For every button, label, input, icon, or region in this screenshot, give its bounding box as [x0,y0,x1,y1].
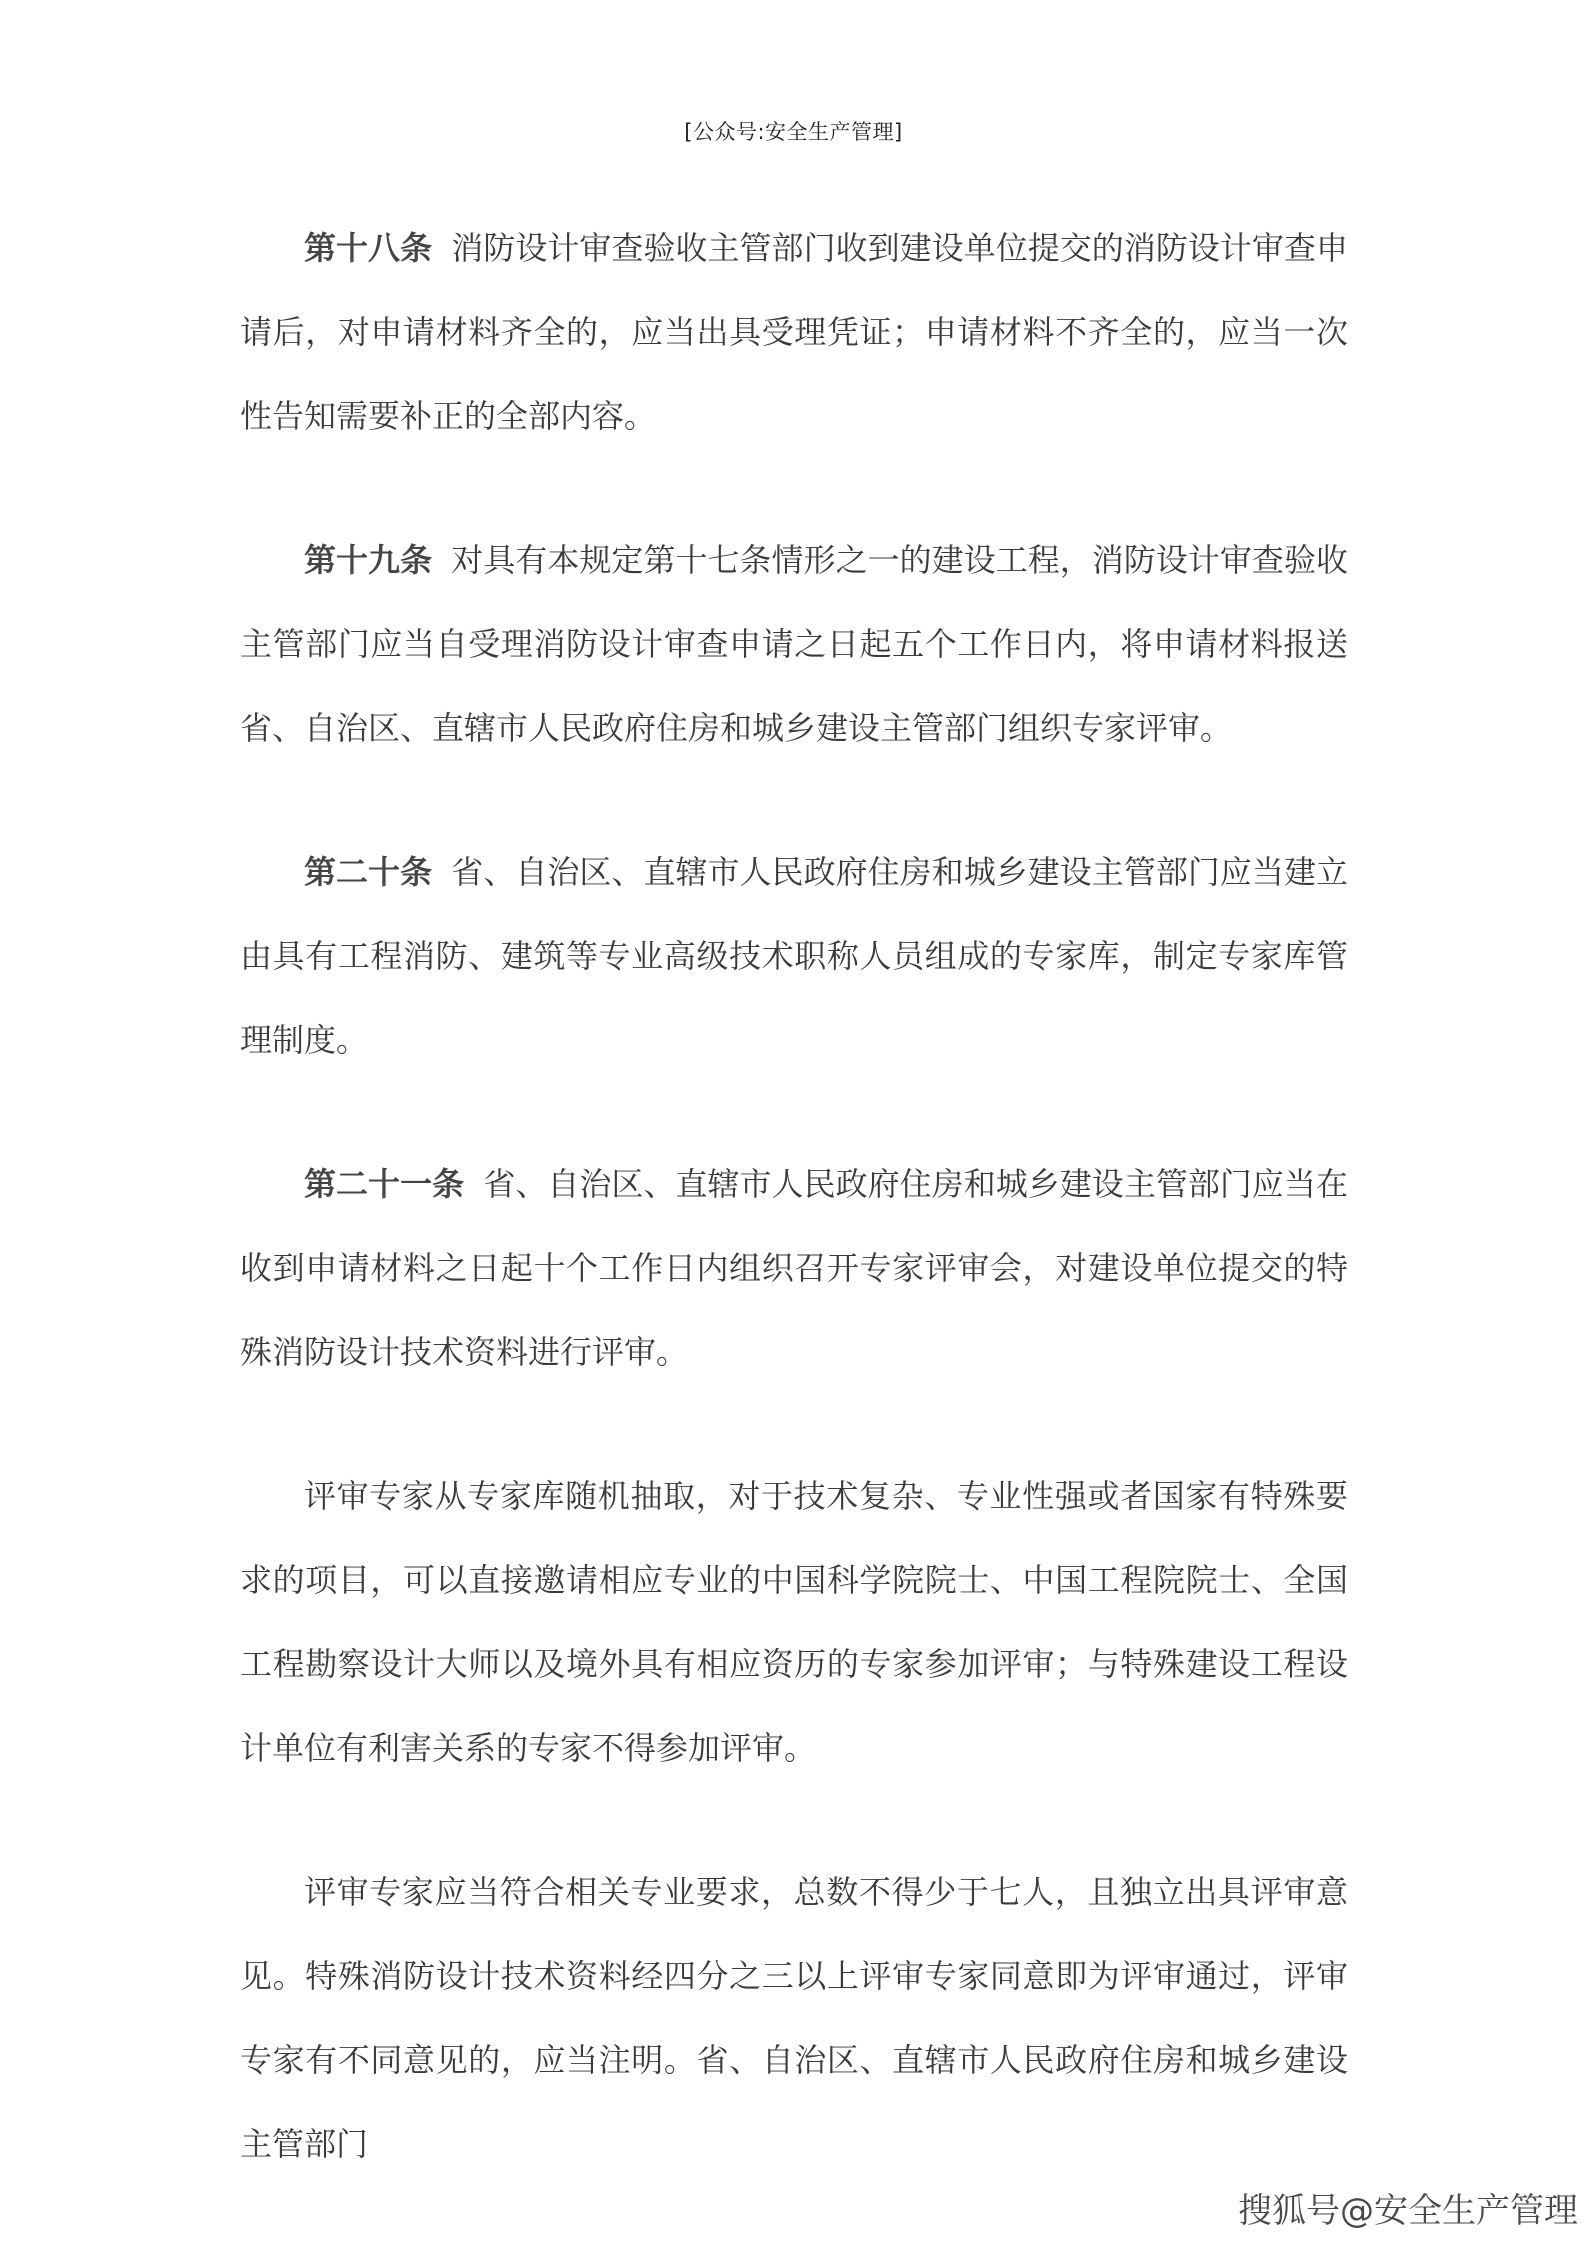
article-number: 第十九条 [304,541,433,579]
article-18-paragraph [240,206,1348,458]
article-text: 省、自治区、直辖市人民政府住房和城乡建设主管部门应当在收到申请材料之日起十个工作日内组织召开专家评审会，对建设单位提交的特殊消防设计技术资料进行评审。 [240,1165,1348,1371]
article-text: 消防设计审查验收主管部门收到建设单位提交的消防设计审查申请后，对申请材料齐全的，应当出具受理凭证；申请材料不齐全的，应当一次性告知需要补正的全部内容。 [240,229,1348,435]
article-number: 第二十一条 [304,1165,465,1203]
document-body [240,206,1348,2246]
expert-selection-paragraph [240,1454,1348,1790]
article-number: 第二十条 [304,853,433,891]
expert-requirements-paragraph [240,1850,1348,2186]
article-21-paragraph [240,1142,1348,1394]
article-text: 对具有本规定第十七条情形之一的建设工程，消防设计审查验收主管部门应当自受理消防设计审查申请之日起五个工作日内，将申请材料报送省、自治区、直辖市人民政府住房和城乡建设主管部门组织专家评审。 [240,541,1348,747]
page-header: [公众号:安全生产管理] [684,120,903,144]
article-19-paragraph [240,518,1348,770]
watermark-text: 搜狐号@安全生产管理 [1238,2191,1578,2231]
article-text: 省、自治区、直辖市人民政府住房和城乡建设主管部门应当建立由具有工程消防、建筑等专业高级技术职称人员组成的专家库，制定专家库管理制度。 [240,853,1348,1059]
article-number: 第十八条 [304,229,433,267]
paragraph-text: 评审专家从专家库随机抽取，对于技术复杂、专业性强或者国家有特殊要求的项目，可以直接邀请相应专业的中国科学院院士、中国工程院院士、全国工程勘察设计大师以及境外具有相应资历的专家参加评审；与特殊建设工程设计单位有利害关系的专家不得参加评审。 [240,1477,1348,1767]
paragraph-text: 评审专家应当符合相关专业要求，总数不得少于七人，且独立出具评审意见。特殊消防设计技术资料经四分之三以上评审专家同意即为评审通过，评审专家有不同意见的，应当注明。省、自治区、直辖市人民政府住房和城乡建设主管部门 [240,1873,1348,2163]
article-20-paragraph [240,830,1348,1082]
